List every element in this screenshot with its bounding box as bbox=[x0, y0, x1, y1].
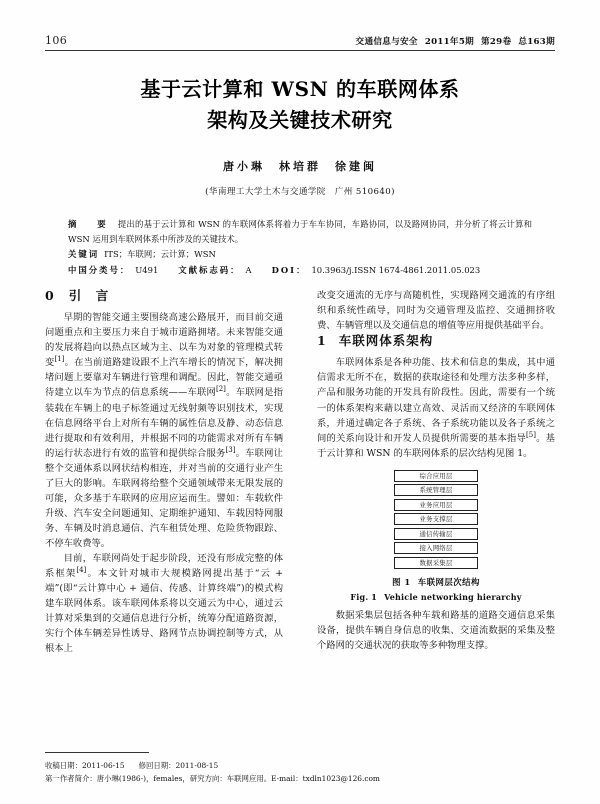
figure-1 bbox=[317, 470, 555, 605]
reference-marker: [3] bbox=[225, 445, 236, 454]
journal-name: 交通信息与安全 bbox=[355, 37, 418, 47]
clc-label: 中国分类号： bbox=[68, 264, 131, 275]
title-line-2: 架构及关键技术研究 bbox=[207, 108, 393, 132]
figure-caption-cn-text: 车联网层次结构 bbox=[417, 576, 480, 587]
text-run: 目前，车联网尚处于起步阶段，还没有形成完整的体系框架 bbox=[45, 553, 283, 580]
figure-number-en: Fig. 1 bbox=[350, 592, 378, 603]
hierarchy-stack bbox=[394, 470, 478, 569]
paragraph-intro-2 bbox=[45, 551, 283, 656]
reference-marker: [4] bbox=[76, 565, 87, 574]
layer-box: 系统管理层 bbox=[394, 484, 478, 496]
paragraph-arch-2: 数据采集层包括各种车载和路基的道路交通信息采集设备，提供车辆自身信息的收集、交道流数据的采集及整个路网的交通状况的获取等多种物理支撑。 bbox=[317, 610, 555, 652]
text-run-continued: 改变交通流的无序与高随机性，实现路网交通流的有序组织和系统性疏导，同时为交通管理及监控、交通拥挤收费、车辆管理以及交通信息的增值等应用提供基础平台。 bbox=[317, 290, 555, 332]
journal-issue: 2011年5期 bbox=[424, 37, 474, 47]
doi-label: DOI： bbox=[271, 264, 307, 275]
column-left bbox=[45, 288, 283, 656]
clc-value: U491 bbox=[135, 264, 159, 275]
layer-box: 通信传输层 bbox=[394, 528, 478, 540]
text-run: 。基于云计算和 WSN 的车联网体系的层次结构见图 1。 bbox=[317, 432, 555, 459]
layer-box: 业务支撑层 bbox=[394, 513, 478, 525]
page-title bbox=[45, 74, 555, 136]
abstract-text: 提出的基于云计算和 WSN 的车联网体系将着力于车车协同，车路协同，以及路网协同，并分析了将云计算和 WSN 运用到车联网体系中所涉及的关键技术。 bbox=[68, 219, 533, 244]
title-line-1: 基于云计算和 WSN 的车联网体系 bbox=[140, 77, 460, 101]
journal-volume: 第29卷 bbox=[481, 37, 512, 47]
running-head bbox=[45, 34, 555, 47]
section-title: 引 言 bbox=[68, 288, 110, 303]
header-rule bbox=[45, 50, 555, 51]
text-run: 。车联网让整个交通体系以网状结构相连，并对当前的交通行业产生了巨大的影响。车联网将给整个交通领域带来无限发展的可能，众多基于车联网的应用应运而生。譬如：车载软件升级、汽车安全问题通知、定期维护通知、车载因特网服务、车辆及时消息通信、汽车租赁处理、危险货物跟踪、不停车收费等。 bbox=[45, 447, 283, 549]
section-heading-intro bbox=[45, 288, 283, 304]
paragraph-arch-1 bbox=[317, 355, 555, 460]
reference-marker: [1] bbox=[54, 355, 65, 364]
section-title: 车联网体系架构 bbox=[338, 333, 434, 349]
text-run: 车联网体系是各种功能、技术和信息的集成，其中通信需求无所不在，数据的获取途径和处理方法多种多样，产品和服务功能的开发具有阶段性。因此，需要有一个统一的体系架构来藉以建立高效、灵活而又经济的车联网体系，并通过确定各子系统、各子系统功能以及各子系统之间的关系向设计和开发人员提供所需要的基本指导 bbox=[317, 357, 555, 444]
paragraph-intro-2-cont bbox=[317, 288, 555, 333]
journal-serial: 总163期 bbox=[518, 37, 555, 47]
text-run: 。本文针对城市大规模路网提出基于“云 + 端”(即“云计算中心 + 通信、传感、计算终端”)的模式构建车联网体系。该车联网体系将以交通云为中心，通过云计算对采集到的交通信息进行分析，统筹分配道路资源，实行个体车辆差异性诱导、路网节点协调控制等方式，从根本上 bbox=[45, 568, 283, 655]
footnote-dates bbox=[45, 760, 465, 773]
footnote-author-bio: 第一作者简介：唐小琳(1986-)，females，研究方向：车联网应用。E-mail：txdln1023@126.com bbox=[45, 773, 380, 783]
column-right bbox=[317, 288, 555, 653]
layer-box: 数据采集层 bbox=[394, 557, 478, 569]
doi-value: 10.3963/j.ISSN 1674-4861.2011.05.023 bbox=[311, 264, 481, 275]
footnote-block bbox=[45, 760, 465, 786]
affiliation: (华南理工大学土木与交通学院 广州 510640) bbox=[205, 187, 395, 197]
layer-box: 接入网络层 bbox=[394, 542, 478, 554]
author-list: 唐小琳 林培群 徐建闽 bbox=[223, 160, 377, 173]
revised-date: 修回日期：2011-08-15 bbox=[138, 761, 219, 770]
journal-info bbox=[356, 35, 555, 47]
figure-number-cn: 图 1 bbox=[392, 576, 411, 587]
section-number: 0 bbox=[45, 288, 55, 303]
text-run: 。车联网是指装载在车辆上的电子标签通过无线射频等识别技术，实现在信息网络平台上对所有车辆的属性信息及静、动态信息进行提取和有效利用，并根据不同的功能需求对所有车辆的运行状态进行有效的监管和提供综合服务 bbox=[45, 387, 283, 459]
keywords-row bbox=[68, 247, 532, 262]
text-run: 早期的智能交通主要围绕高速公路展开，而目前交通问题重点和主要压力来自于城市道路拥堵。未来智能交通的发展将趋向以热点区域为主、以车为对象的管理模式转变 bbox=[45, 312, 283, 369]
section-heading-architecture bbox=[317, 333, 555, 349]
section-number: 1 bbox=[317, 333, 327, 349]
keywords-text: ITS；车联网；云计算；WSN bbox=[104, 248, 216, 259]
figure-caption-en bbox=[350, 591, 521, 604]
received-date: 收稿日期：2011-06-15 bbox=[45, 761, 125, 770]
text-run: 。在当前道路建设跟不上汽车增长的情况下，解决拥堵问题上要靠对车辆进行管理和调配。因此，智能交通亟待建立以车为节点的信息系统——车联网 bbox=[45, 357, 283, 399]
figure-caption-cn bbox=[392, 577, 480, 587]
reference-marker: [2] bbox=[215, 385, 226, 394]
layer-box: 综合应用层 bbox=[394, 470, 478, 482]
doc-code-value: A bbox=[245, 264, 252, 275]
meta-row bbox=[68, 263, 532, 278]
doc-code-label: 文献标志码： bbox=[178, 264, 241, 275]
footnote-rule bbox=[45, 752, 149, 753]
paragraph-intro-1 bbox=[45, 310, 283, 551]
figure-caption bbox=[350, 576, 521, 605]
page-number: 106 bbox=[45, 34, 68, 47]
abstract-block bbox=[68, 217, 532, 278]
layer-box: 业务应用层 bbox=[394, 499, 478, 511]
keywords-label: 关键词 bbox=[68, 248, 100, 259]
figure-caption-en-text: Vehicle networking hierarchy bbox=[384, 592, 522, 603]
abstract-row bbox=[68, 217, 532, 247]
reference-marker: [5] bbox=[526, 430, 536, 439]
abstract-label: 摘 要 bbox=[68, 219, 112, 229]
